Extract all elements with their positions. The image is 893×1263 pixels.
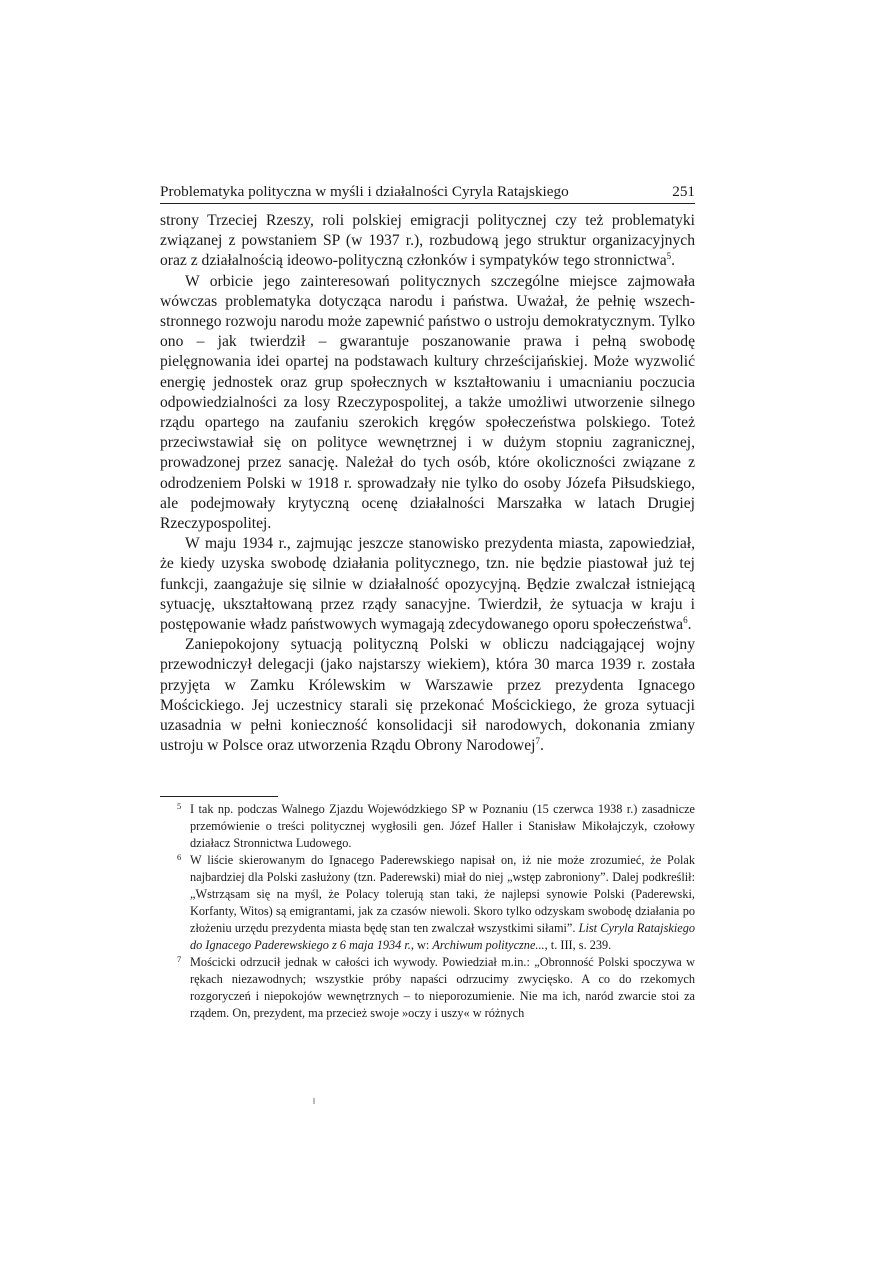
footnote-7-text: Mościcki odrzucił jednak w całości ich wywody. Powiedział m.in.: „Obronność Polski spoczywa w rękach niezawodnych; wszystkie próby napaści odrzucimy zwycięsko. A co do rzekomych rozgoryczeń i niepokojów wewnętrznych – to nieporozumienie. Nie ma ich, naród zwarcie stoi za rządem. On, prezydent, ma przecież swoje »oczy i uszy« w różnych [190,955,695,1020]
paragraph-3 [160,534,695,635]
footnote-6-connector: , w: [410,938,433,952]
paragraph-2: W orbicie jego zainteresowań politycznych szczególne miejsce zajmowała wówczas problematyka dotycząca narodu i państwa. Uważał, że pełnię wszechstronnego rozwoju narodu może zapewnić państwo o ustroju demokratycznym. Tylko ono – jak twierdził – gwarantuje poszanowanie prawa i pełną swobodę pielęgnowania idei opartej na podstawach kultury chrześcijańskiej. Może wyzwolić energię jednostek oraz grup społecznych w kształtowaniu i umacnianiu poczucia odpowiedzialności za losy Rzeczypospolitej, a także umożliwi utworzenie silnego rządu opartego na zaufaniu szerokich kręgów społeczeństwa polskiego. Toteż przeciwstawiał się on polityce wewnętrznej i w dużym stopniu zagranicznej, prowadzonej przez sanację. Należał do tych osób, które okoliczności związane z odrodzeniem Polski w 1918 r. sprowadzały nie tylko do osoby Józefa Piłsudskiego, ale podejmowały krytyczną ocenę działalności Marszałka w latach Drugiej Rzeczypospolitej. [160,272,695,533]
paragraph-3-end: . [687,616,692,634]
paragraph-1-text: strony Trzeciej Rzeszy, roli polskiej emigracji politycznej czy też problematyki związanej z powstaniem SP (w 1937 r.), rozbudową jego struktur organizacyjnych oraz z działalnością ideowo-polityczną członków i sympatyków tego stronnictwa [160,212,695,270]
footnote-ref-5[interactable]: 5 [666,251,672,262]
footnote-7-number: 7 [177,954,182,964]
main-text [160,211,695,756]
footnote-ref-6[interactable]: 6 [683,614,688,625]
paragraph-3-text: W maju 1934 r., zajmując jeszcze stanowisko prezydenta miasta, zapowiedział, że kiedy uzyska swobodę działania politycznego, tzn. nie będzie piastował już tej funkcji, zaangażuje się silnie w działalność opozycyjną. Będzie zwalczał istniejącą sytuację, ukształtowaną przez rządy sanacyjne. Twierdził, że sytuacja w kraju i postępowanie władz państwowych wymagają zdecydowanego oporu społeczeństwa [160,535,695,634]
footnote-5-number: 5 [177,801,182,811]
footnote-5 [177,801,695,852]
footnote-separator [160,796,278,797]
paragraph-1 [160,211,695,272]
footnote-6 [177,852,695,954]
paragraph-1-end: . [671,252,676,270]
footnote-7 [177,954,695,1022]
footnote-6-archive-title: Archiwum polityczne... [432,938,545,952]
running-header [160,183,695,204]
footnote-6-citation: , t. III, s. 239. [544,938,612,952]
page-number: 251 [672,183,695,200]
paragraph-4 [160,635,695,756]
paragraph-4-text: Zaniepokojony sytuacją polityczną Polski w obliczu nadciągającej wojny przewodniczył delegacji (jako najstarszy wiekiem), która 30 marca 1939 r. została przyjęta w Zamku Królewskim w Warszawie przez prezydenta Ignacego Mościckiego. Jej uczestnicy starali się przekonać Mościckiego, że groza sytuacji uzasadnia w pełni konieczność konsolidacji sił narodowych, dokonania zmiany ustroju w Polsce oraz utworzenia Rządu Obrony Narodowej [160,636,695,755]
scan-speck [313,1098,315,1104]
footnote-ref-7[interactable]: 7 [535,736,540,747]
footnote-5-text: I tak np. podczas Walnego Zjazdu Wojewódzkiego SP w Poznaniu (15 czerwca 1938 r.) zasadnicze przemówienie o treści politycznej wygłosili gen. Józef Haller i Stanisław Mikołajczyk, czołowy działacz Stronnictwa Ludowego. [190,802,695,850]
footnotes [177,801,695,1022]
footnote-6-source-title: List Cyryla Ratajskiego do Ignacego Paderewskiego z 6 maja 1934 r. [190,921,695,952]
footnote-6-text: W liście skierowanym do Ignacego Paderewskiego napisał on, iż nie może zrozumieć, że Polak najbardziej dla Polski zasłużony (tzn. Paderewski) miał do niej „wstęp zabroniony”. Dalej podkreślił: „Wstrząsam się na myśl, że Polacy tolerują stan taki, że najlepsi synowie Polski (Paderewski, Korfanty, Witos) są emigrantami, jak za czasów niewoli. Skoro tylko odzyskam swobodę działania po złożeniu urzędu prezydenta miasta będę stan ten zwalczał wszystkimi siłami”. [190,853,695,935]
footnote-6-number: 6 [177,852,182,862]
paragraph-4-end: . [539,737,544,755]
running-title: Problematyka polityczna w myśli i działalności Cyryla Ratajskiego [160,183,569,200]
